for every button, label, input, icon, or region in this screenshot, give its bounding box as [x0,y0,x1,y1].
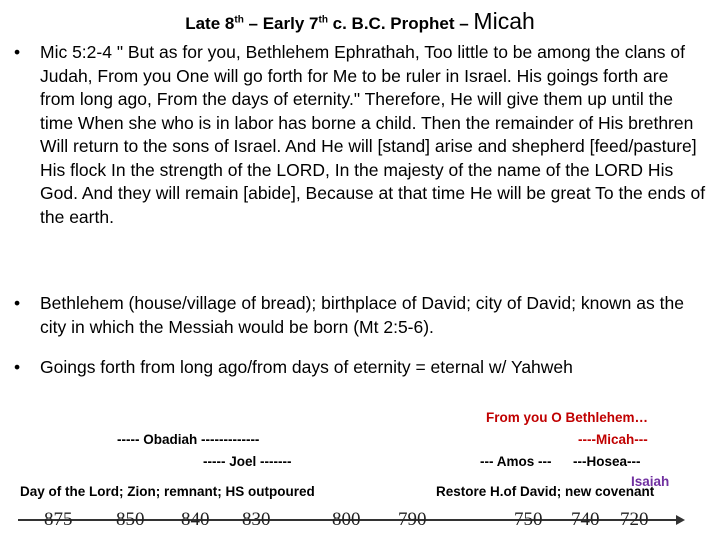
title-part-2: – Early 7 [243,14,319,33]
bullet-micah-passage [14,41,706,229]
bullet-marker: • [14,42,21,62]
timeline-year-790: 790 [398,509,427,530]
timeline-year-800: 800 [332,509,361,530]
timeline-year-840: 840 [181,509,210,530]
bullet-goings-forth [14,356,706,380]
day-of-the-lord-label: Day of the Lord; Zion; remnant; HS outpoured [20,484,315,499]
title-sup-2: th [318,14,328,26]
from-you-bethlehem-label: From you O Bethlehem… [486,410,649,425]
bullet-marker: • [14,293,21,313]
timeline-year-720: 720 [620,509,649,530]
title-prophet-name: Micah [473,8,535,34]
restore-house-of-david-label: Restore H.of David; new covenant [436,484,655,499]
timeline-year-875: 875 [44,509,73,530]
timeline-arrow-icon [676,515,685,525]
bullet-text: Goings forth from long ago/from days of eternity = eternal w/ Yahweh [40,357,573,377]
timeline-year-850: 850 [116,509,145,530]
hosea-label: ---Hosea--- [573,454,641,469]
title-sup-1: th [234,14,244,26]
bullet-marker: • [14,357,21,377]
timeline-year-750: 750 [514,509,543,530]
title-part-3: c. B.C. Prophet – [327,14,474,33]
bullet-text: Bethlehem (house/village of bread); birthplace of David; city of David; known as the city in which the Messiah would be born (Mt 2:5-6). [40,293,684,337]
amos-label: --- Amos --- [480,454,552,469]
timeline-year-740: 740 [571,509,600,530]
obadiah-label: ----- Obadiah ------------- [117,432,260,447]
slide-title [0,6,720,39]
joel-label: ----- Joel ------- [203,454,292,469]
title-part-1: Late 8 [185,14,235,33]
timeline-year-830: 830 [242,509,271,530]
isaiah-label: Isaiah [631,474,670,489]
micah-label: ----Micah--- [578,432,648,447]
bullet-bethlehem [14,292,706,339]
bullet-text: Mic 5:2-4 " But as for you, Bethlehem Ephrathah, Too little to be among the clans of Judah, From you One will go forth for Me to be ruler in Israel. His goings forth are from long ago, From the days of eternity." Therefore, He will give them up until the time When she who is in labor has borne a child. Then the remainder of His brethren Will return to the sons of Israel. And He will [stand] arise and shepherd [feed/pasture] His flock In the strength of the LORD, In the majesty of the name of the LORD His God. And they will remain [abide], Because at that time He will be great To the ends of the earth. [40,42,706,227]
